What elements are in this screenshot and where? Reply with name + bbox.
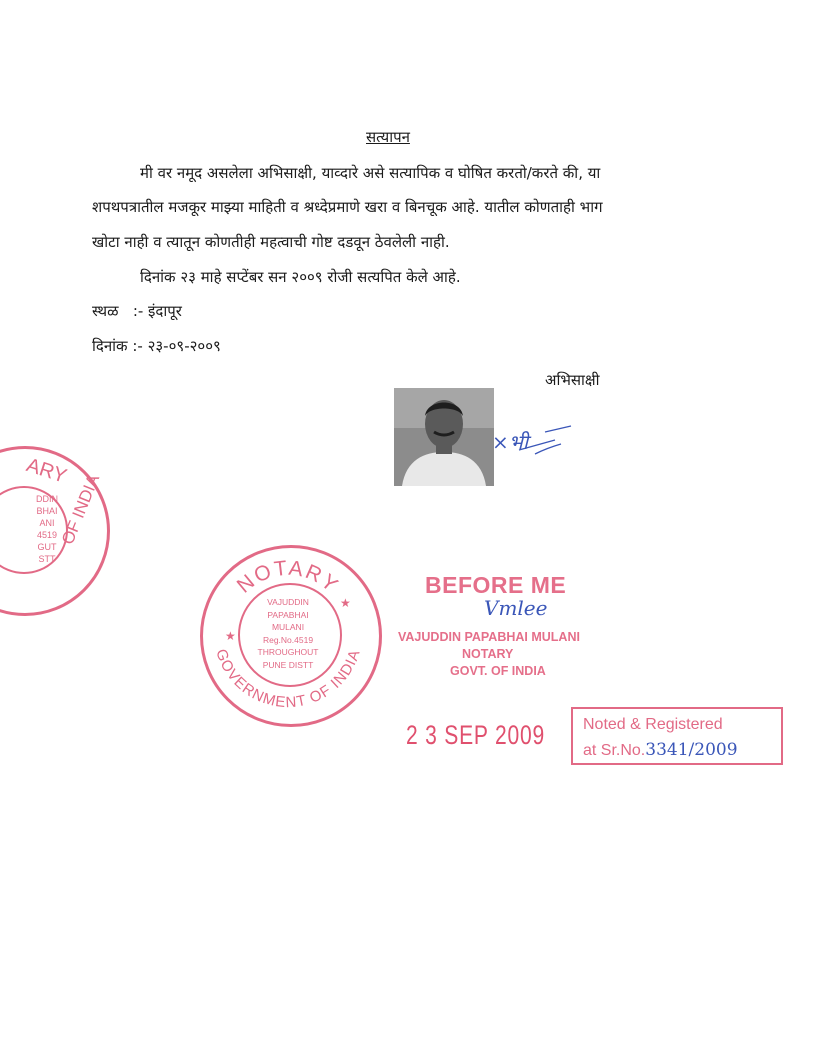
registration-prefix: at Sr.No. <box>583 742 646 759</box>
notary-stamp-top-text: NOTARY <box>232 556 344 598</box>
registration-line-1: Noted & Registered <box>583 716 723 733</box>
verification-date-line: दिनांक २३ माहे सप्टेंबर सन २००९ रोजी सत्यपित केले आहे. <box>140 268 461 286</box>
person-silhouette-icon <box>394 388 494 486</box>
place-line: स्थळ :- इंदापूर <box>92 302 182 320</box>
left-stamp-top-text: ARY <box>23 454 70 488</box>
deponent-label: अभिसाक्षी <box>545 371 600 389</box>
registration-line-2 <box>583 740 738 760</box>
deponent-photo <box>394 388 494 486</box>
paragraph-line-3: खोटा नाही व त्यातून कोणतीही महत्वाची गोष्ट दडवून ठेवलेली नाही. <box>92 233 450 251</box>
registration-year: 2009 <box>694 740 738 760</box>
signature-stroke <box>515 418 575 458</box>
notary-designation: NOTARY <box>462 647 514 661</box>
deponent-signature: ×भी <box>492 430 528 454</box>
notary-stamp-inner-text: VAJUDDIN PAPABHAI MULANI Reg.No.4519 THROUGHOUT PUNE DISTT <box>257 597 319 670</box>
left-stamp-inner-text: DDIN BHAI ANI 4519 GUT STT <box>36 494 58 564</box>
date-short-line: दिनांक :- २३-०९-२००९ <box>92 337 221 355</box>
left-stamp-side-text: OF INDIA <box>58 471 104 548</box>
before-me-heading: BEFORE ME <box>425 572 567 598</box>
notary-stamp-bottom-text: GOVERNMENT OF INDIA <box>212 646 364 712</box>
notary-name: VAJUDDIN PAPABHAI MULANI <box>398 630 580 644</box>
paragraph-line-1: मी वर नमूद असलेला अभिसाक्षी, याव्दारे असे सत्यापिक व घोषित करतो/करते की, या <box>140 164 601 182</box>
notary-signature: Vmlee <box>484 596 548 620</box>
document-title: सत्यापन <box>366 128 410 146</box>
notary-authority: GOVT. OF INDIA <box>450 664 546 678</box>
registration-serial: 3341/ <box>645 740 695 760</box>
paragraph-line-2: शपथपत्रातील मजकूर माझ्या माहिती व श्रध्देप्रमाणे खरा व बिनचूक आहे. यातील कोणताही भाग <box>92 198 603 216</box>
star-icon: ★ <box>340 596 351 610</box>
date-stamp: 2 3 SEP 2009 <box>406 720 545 750</box>
star-icon: ★ <box>225 629 236 643</box>
svg-text:NOTARY <box>233 557 344 598</box>
